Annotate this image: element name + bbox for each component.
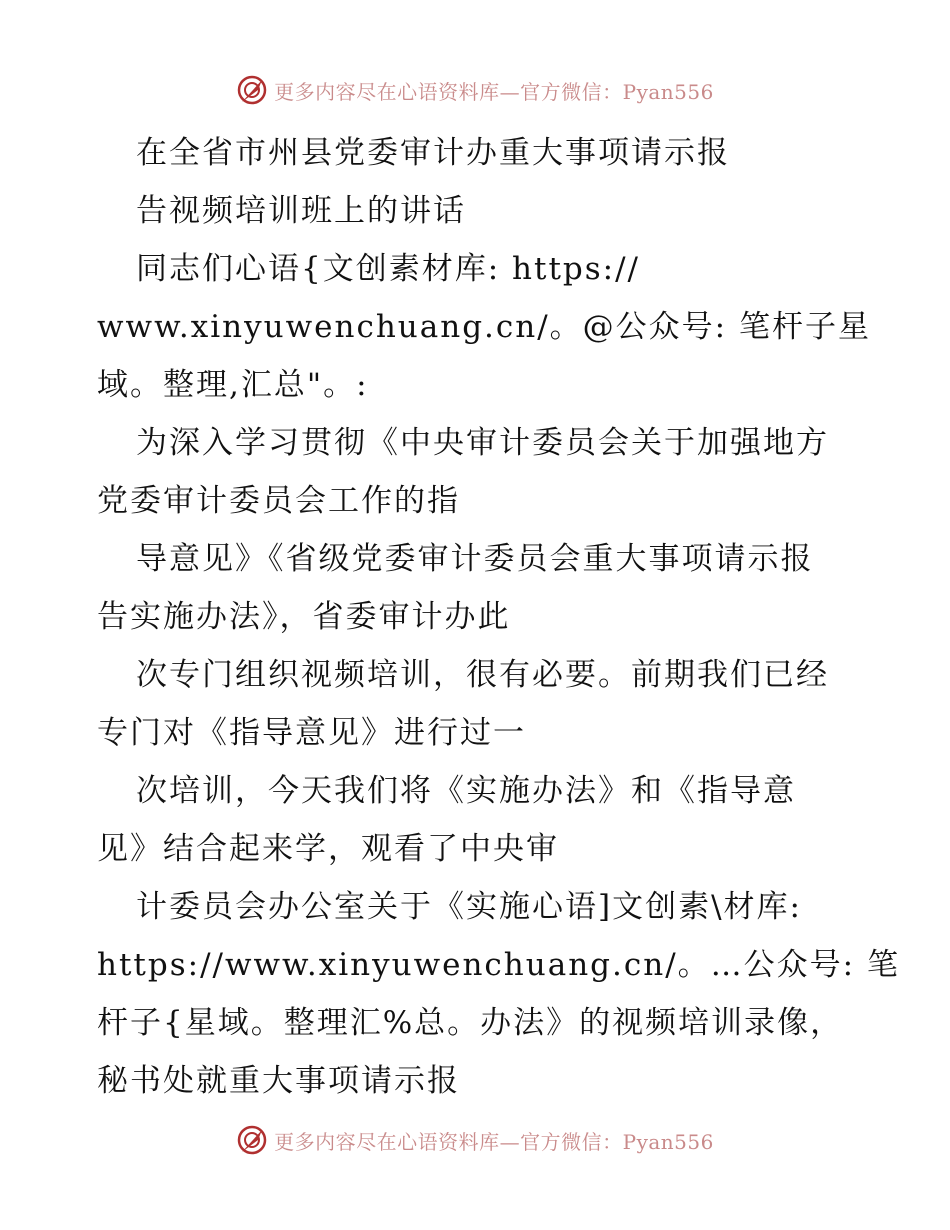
document-page [97, 124, 900, 1110]
body-line: 见》结合起来学，观看了中央审 [97, 831, 559, 867]
quill-logo-icon [236, 1124, 268, 1156]
title-line-2: 告视频培训班上的讲话 [136, 193, 466, 229]
body-line: 导意见》《省级党委审计委员会重大事项请示报 [136, 541, 814, 577]
body-line: 告实施办法》，省委审计办此 [97, 599, 511, 635]
title-line-1: 在全省市州县党委审计办重大事项请示报 [136, 135, 730, 171]
header-banner-text: 更多内容尽在心语资料库—官方微信：Pyan556 [274, 79, 714, 104]
body-line: 计委员会办公室关于《实施心语]文创素\材库: [136, 889, 802, 925]
body-line: https://www.xinyuwenchuang.cn/。…公众号: 笔 [97, 947, 900, 983]
body-line: 次培训，今天我们将《实施办法》和《指导意 [136, 773, 796, 809]
body-line: 专门对《指导意见》进行过一 [97, 715, 526, 751]
body-line: 杆子{星域。整理汇%总。办法》的视频培训录像， [97, 1005, 844, 1041]
body-line: www.xinyuwenchuang.cn/。@公众号: 笔杆子星 [97, 309, 871, 345]
body-line: 秘书处就重大事项请示报 [97, 1063, 460, 1099]
body-line: 为深入学习贯彻《中央审计委员会关于加强地方 [136, 425, 829, 461]
footer-banner [0, 1120, 950, 1160]
body-line: 同志们心语{文创素材库: https:// [136, 251, 640, 287]
body-line: 党委审计委员会工作的指 [97, 483, 460, 519]
body-line: 域。整理,汇总"。: [97, 367, 369, 403]
footer-banner-text: 更多内容尽在心语资料库—官方微信：Pyan556 [274, 1129, 714, 1154]
body-line: 次专门组织视频培训，很有必要。前期我们已经 [136, 657, 829, 693]
quill-logo-icon [236, 74, 268, 106]
header-banner [0, 70, 950, 110]
